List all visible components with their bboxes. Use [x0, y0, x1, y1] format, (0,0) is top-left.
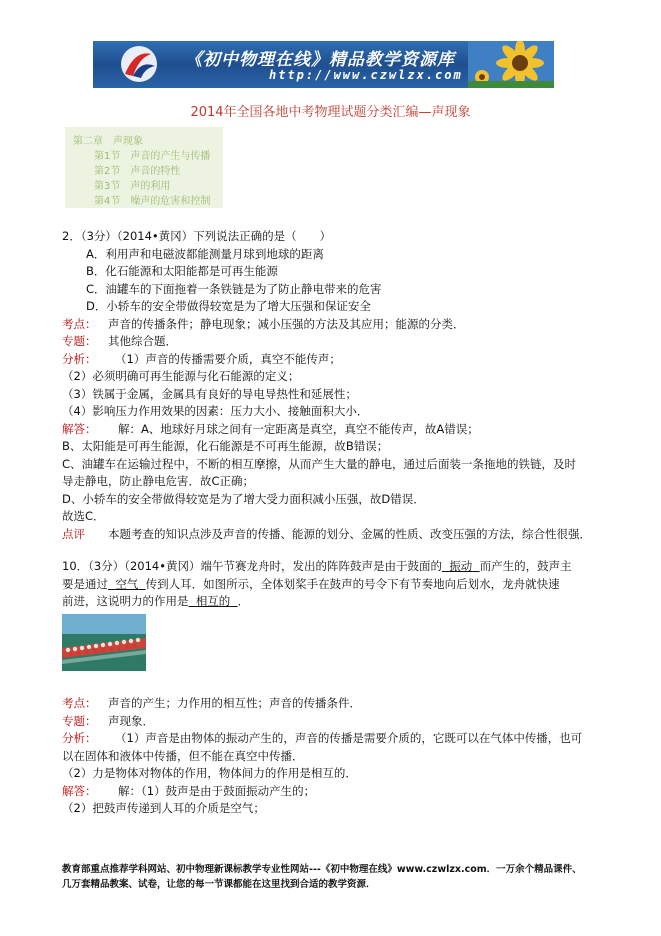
q10-stem-line3	[62, 594, 249, 609]
dragon-boat-photo	[62, 614, 146, 671]
site-logo-icon	[117, 44, 161, 84]
q2-fenxi-line: （2）必须明确可再生能源与化石能源的定义；	[62, 369, 300, 383]
q2-dianping: 本题考查的知识点涉及声音的传播、能源的划分、金属的性质、改变压强的方法，综合性很强．	[108, 527, 591, 541]
footer-line: 几万套精品教案、试卷，让您的每一节课都能在这里找到合适的教学资源．	[62, 879, 376, 890]
q10-fenxi-line: （1）声音是由物体的振动产生的，声音的传播是需要介质的，它既可以在气体中传播，也可	[115, 731, 583, 745]
q10-answer-blank	[442, 559, 480, 573]
q2-option-d: D．小轿车的安全带做得较宽是为了增大压强和保证安全	[86, 299, 371, 313]
q10-fenxi-label: 分析：	[62, 731, 97, 745]
q10-text: 10．（3分）（2014•黄冈）端午节赛龙舟时，发出的阵阵鼓声是由于鼓面的	[62, 559, 442, 573]
q10-zhuanti-label: 专题：	[62, 714, 97, 728]
q2-kaodian-label: 考点：	[62, 317, 97, 331]
banner-title: 《初中物理在线》精品教学资源库	[185, 50, 455, 70]
q2-jieda-line: D、小轿车的安全带做得较宽是为了增大受力面积减小压强，故D错误．	[62, 492, 425, 506]
sunflower-icon	[468, 41, 554, 88]
toc-section: 第2节 声音的特性	[94, 166, 181, 177]
q2-fenxi-line: （4）影响压力作用效果的因素：压力大小、接触面积大小．	[62, 404, 369, 418]
q10-text: 前进，这说明力的作用是	[62, 594, 189, 608]
q10-fenxi-line: （2）力是物体对物体的作用，物体间力的作用是相互的．	[62, 766, 357, 780]
q10-jieda-line: （2）把鼓声传递到人耳的介质是空气；	[62, 801, 265, 815]
q2-jieda-line: 故选C．	[62, 509, 105, 523]
q2-stem: 2．（3分）（2014•黄冈）下列说法正确的是（ ）	[62, 229, 332, 243]
q2-jieda-line: 导走静电，防止静电危害．故C正确；	[62, 474, 255, 488]
q10-answer-blank	[108, 577, 146, 591]
toc-section: 第4节 噪声的危害和控制	[94, 196, 211, 207]
chapter-toc	[65, 127, 223, 208]
q2-jieda-line: B、太阳能是可再生能源，化石能源是不可再生能源，故B错误；	[62, 439, 389, 453]
q2-kaodian: 声音的传播条件；静电现象；减小压强的方法及其应用；能源的分类．	[108, 317, 465, 331]
q2-option-a: A．利用声和电磁波都能测量月球到地球的距离	[86, 247, 324, 261]
q10-fenxi-line: 以在固体和液体中传播，但不能在真空中传播．	[62, 749, 304, 763]
footer-line: 教育部重点推荐学科网站、初中物理新课标教学专业性网站---《初中物理在线》www.czwlzx.com．一万余个精品课件、	[62, 864, 582, 875]
q2-jieda-label: 解答：	[62, 422, 97, 436]
q2-option-c: C．油罐车的下面拖着一条铁链是为了防止静电带来的危害	[86, 282, 382, 296]
document-title: 2014年全国各地中考物理试题分类汇编—声现象	[190, 105, 471, 120]
q10-text: 传到人耳．如图所示，全体划桨手在鼓声的号令下有节奏地向后划水，龙舟就快速	[145, 577, 560, 591]
q2-fenxi-label: 分析：	[62, 352, 97, 366]
q10-kaodian: 声音的产生；力作用的相互性；声音的传播条件．	[108, 696, 361, 710]
q10-kaodian-label: 考点：	[62, 696, 97, 710]
toc-section: 第1节 声音的产生与传播	[94, 151, 211, 162]
banner-url: http://www.czwlzx.com	[269, 68, 463, 82]
q2-jieda-line: 解：A、地球好月球之间有一定距离是真空，真空不能传声，故A错误；	[118, 422, 479, 436]
q10-answer-blank	[189, 594, 238, 608]
q10-text: 要是通过	[62, 577, 108, 591]
q2-jieda-line: C、油罐车在运输过程中，不断的相互摩擦，从而产生大量的静电，通过后面装一条拖地的铁链，及时	[62, 457, 577, 471]
q10-jieda-line: 解：（1）鼓声是由于鼓面振动产生的；	[118, 784, 316, 798]
q10-jieda-label: 解答：	[62, 784, 97, 798]
q2-option-b: B．化石能源和太阳能都是可再生能源	[86, 264, 278, 278]
q10-answer: 振动	[449, 559, 473, 573]
dragon-boat-icon	[62, 614, 146, 671]
q2-fenxi-line: （1）声音的传播需要介质，真空不能传声；	[115, 352, 341, 366]
q10-text: ．	[237, 594, 250, 608]
q10-answer: 相互的	[195, 594, 231, 608]
toc-chapter: 第二章 声现象	[73, 136, 143, 147]
q2-zhuanti-label: 专题：	[62, 334, 97, 348]
q2-zhuanti: 其他综合题．	[108, 334, 177, 348]
q10-zhuanti: 声现象．	[108, 714, 154, 728]
q10-text: 而产生的，鼓声主	[479, 559, 572, 573]
header-banner	[93, 41, 554, 88]
q10-stem-line2	[62, 577, 560, 592]
q2-dianping-label: 点评	[62, 527, 85, 541]
toc-section: 第3节 声的利用	[94, 181, 171, 192]
q2-fenxi-line: （3）铁属于金属，金属具有良好的导电导热性和延展性；	[62, 387, 357, 401]
q10-stem-line1	[62, 559, 572, 574]
q10-answer: 空气	[115, 577, 139, 591]
